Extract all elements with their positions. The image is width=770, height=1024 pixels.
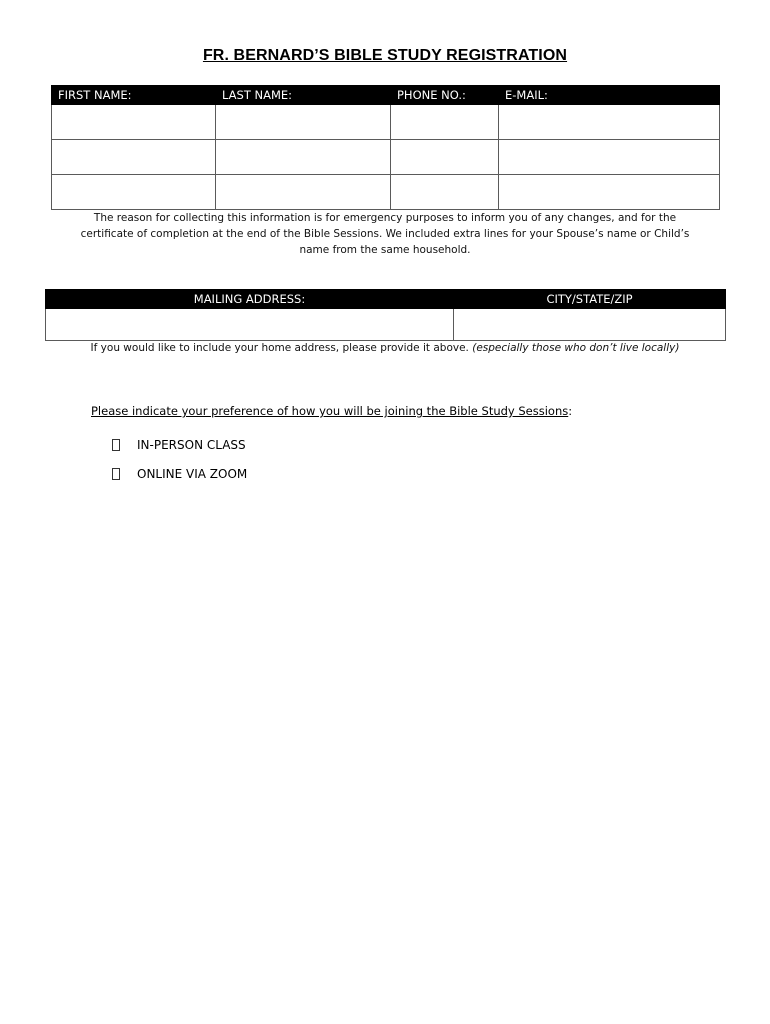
- last-name-cell[interactable]: [216, 105, 391, 140]
- column-header-last-name: LAST NAME:: [216, 86, 391, 105]
- registration-table: [51, 85, 720, 210]
- page-title: FR. BERNARD’S BIBLE STUDY REGISTRATION: [202, 47, 568, 64]
- email-cell[interactable]: [499, 105, 720, 140]
- option-online-zoom[interactable]: [112, 467, 247, 481]
- first-name-cell[interactable]: [52, 175, 216, 210]
- checkbox-icon[interactable]: [112, 468, 120, 480]
- city-state-zip-cell[interactable]: [454, 309, 726, 341]
- option-label: IN-PERSON CLASS: [137, 438, 246, 452]
- column-header-first-name: FIRST NAME:: [52, 86, 216, 105]
- checkbox-icon[interactable]: [112, 439, 120, 451]
- address-header-row: [46, 290, 726, 309]
- mailing-address-cell[interactable]: [46, 309, 454, 341]
- column-header-city-state-zip: CITY/STATE/ZIP: [454, 290, 726, 309]
- table-row: [52, 140, 720, 175]
- first-name-cell[interactable]: [52, 105, 216, 140]
- phone-cell[interactable]: [391, 175, 499, 210]
- table-row: [46, 309, 726, 341]
- preference-prompt-text: Please indicate your preference of how you will be joining the Bible Study Sessions: [91, 404, 569, 418]
- table-row: [52, 105, 720, 140]
- address-note: [45, 340, 725, 356]
- column-header-mailing-address: MAILING ADDRESS:: [46, 290, 454, 309]
- phone-cell[interactable]: [391, 105, 499, 140]
- option-label: ONLINE VIA ZOOM: [137, 467, 248, 481]
- last-name-cell[interactable]: [216, 175, 391, 210]
- registration-header-row: [52, 86, 720, 105]
- column-header-email: E-MAIL:: [499, 86, 720, 105]
- address-table: [45, 289, 726, 341]
- address-note-main: If you would like to include your home address, please provide it above.: [90, 342, 473, 354]
- email-cell[interactable]: [499, 175, 720, 210]
- preference-prompt: [91, 404, 572, 418]
- last-name-cell[interactable]: [216, 140, 391, 175]
- phone-cell[interactable]: [391, 140, 499, 175]
- table-row: [52, 175, 720, 210]
- registration-note: The reason for collecting this information is for emergency purposes to inform you of any changes, and for the certificate of completion at the end of the Bible Sessions. We included extra lines for your Spouse’s name or Child’s name from the same household.: [80, 212, 690, 256]
- address-note-italic: (especially those who don’t live locally): [472, 342, 680, 354]
- email-cell[interactable]: [499, 140, 720, 175]
- first-name-cell[interactable]: [52, 140, 216, 175]
- preference-prompt-suffix: :: [568, 404, 573, 418]
- column-header-phone: PHONE NO.:: [391, 86, 499, 105]
- option-in-person[interactable]: [112, 438, 246, 452]
